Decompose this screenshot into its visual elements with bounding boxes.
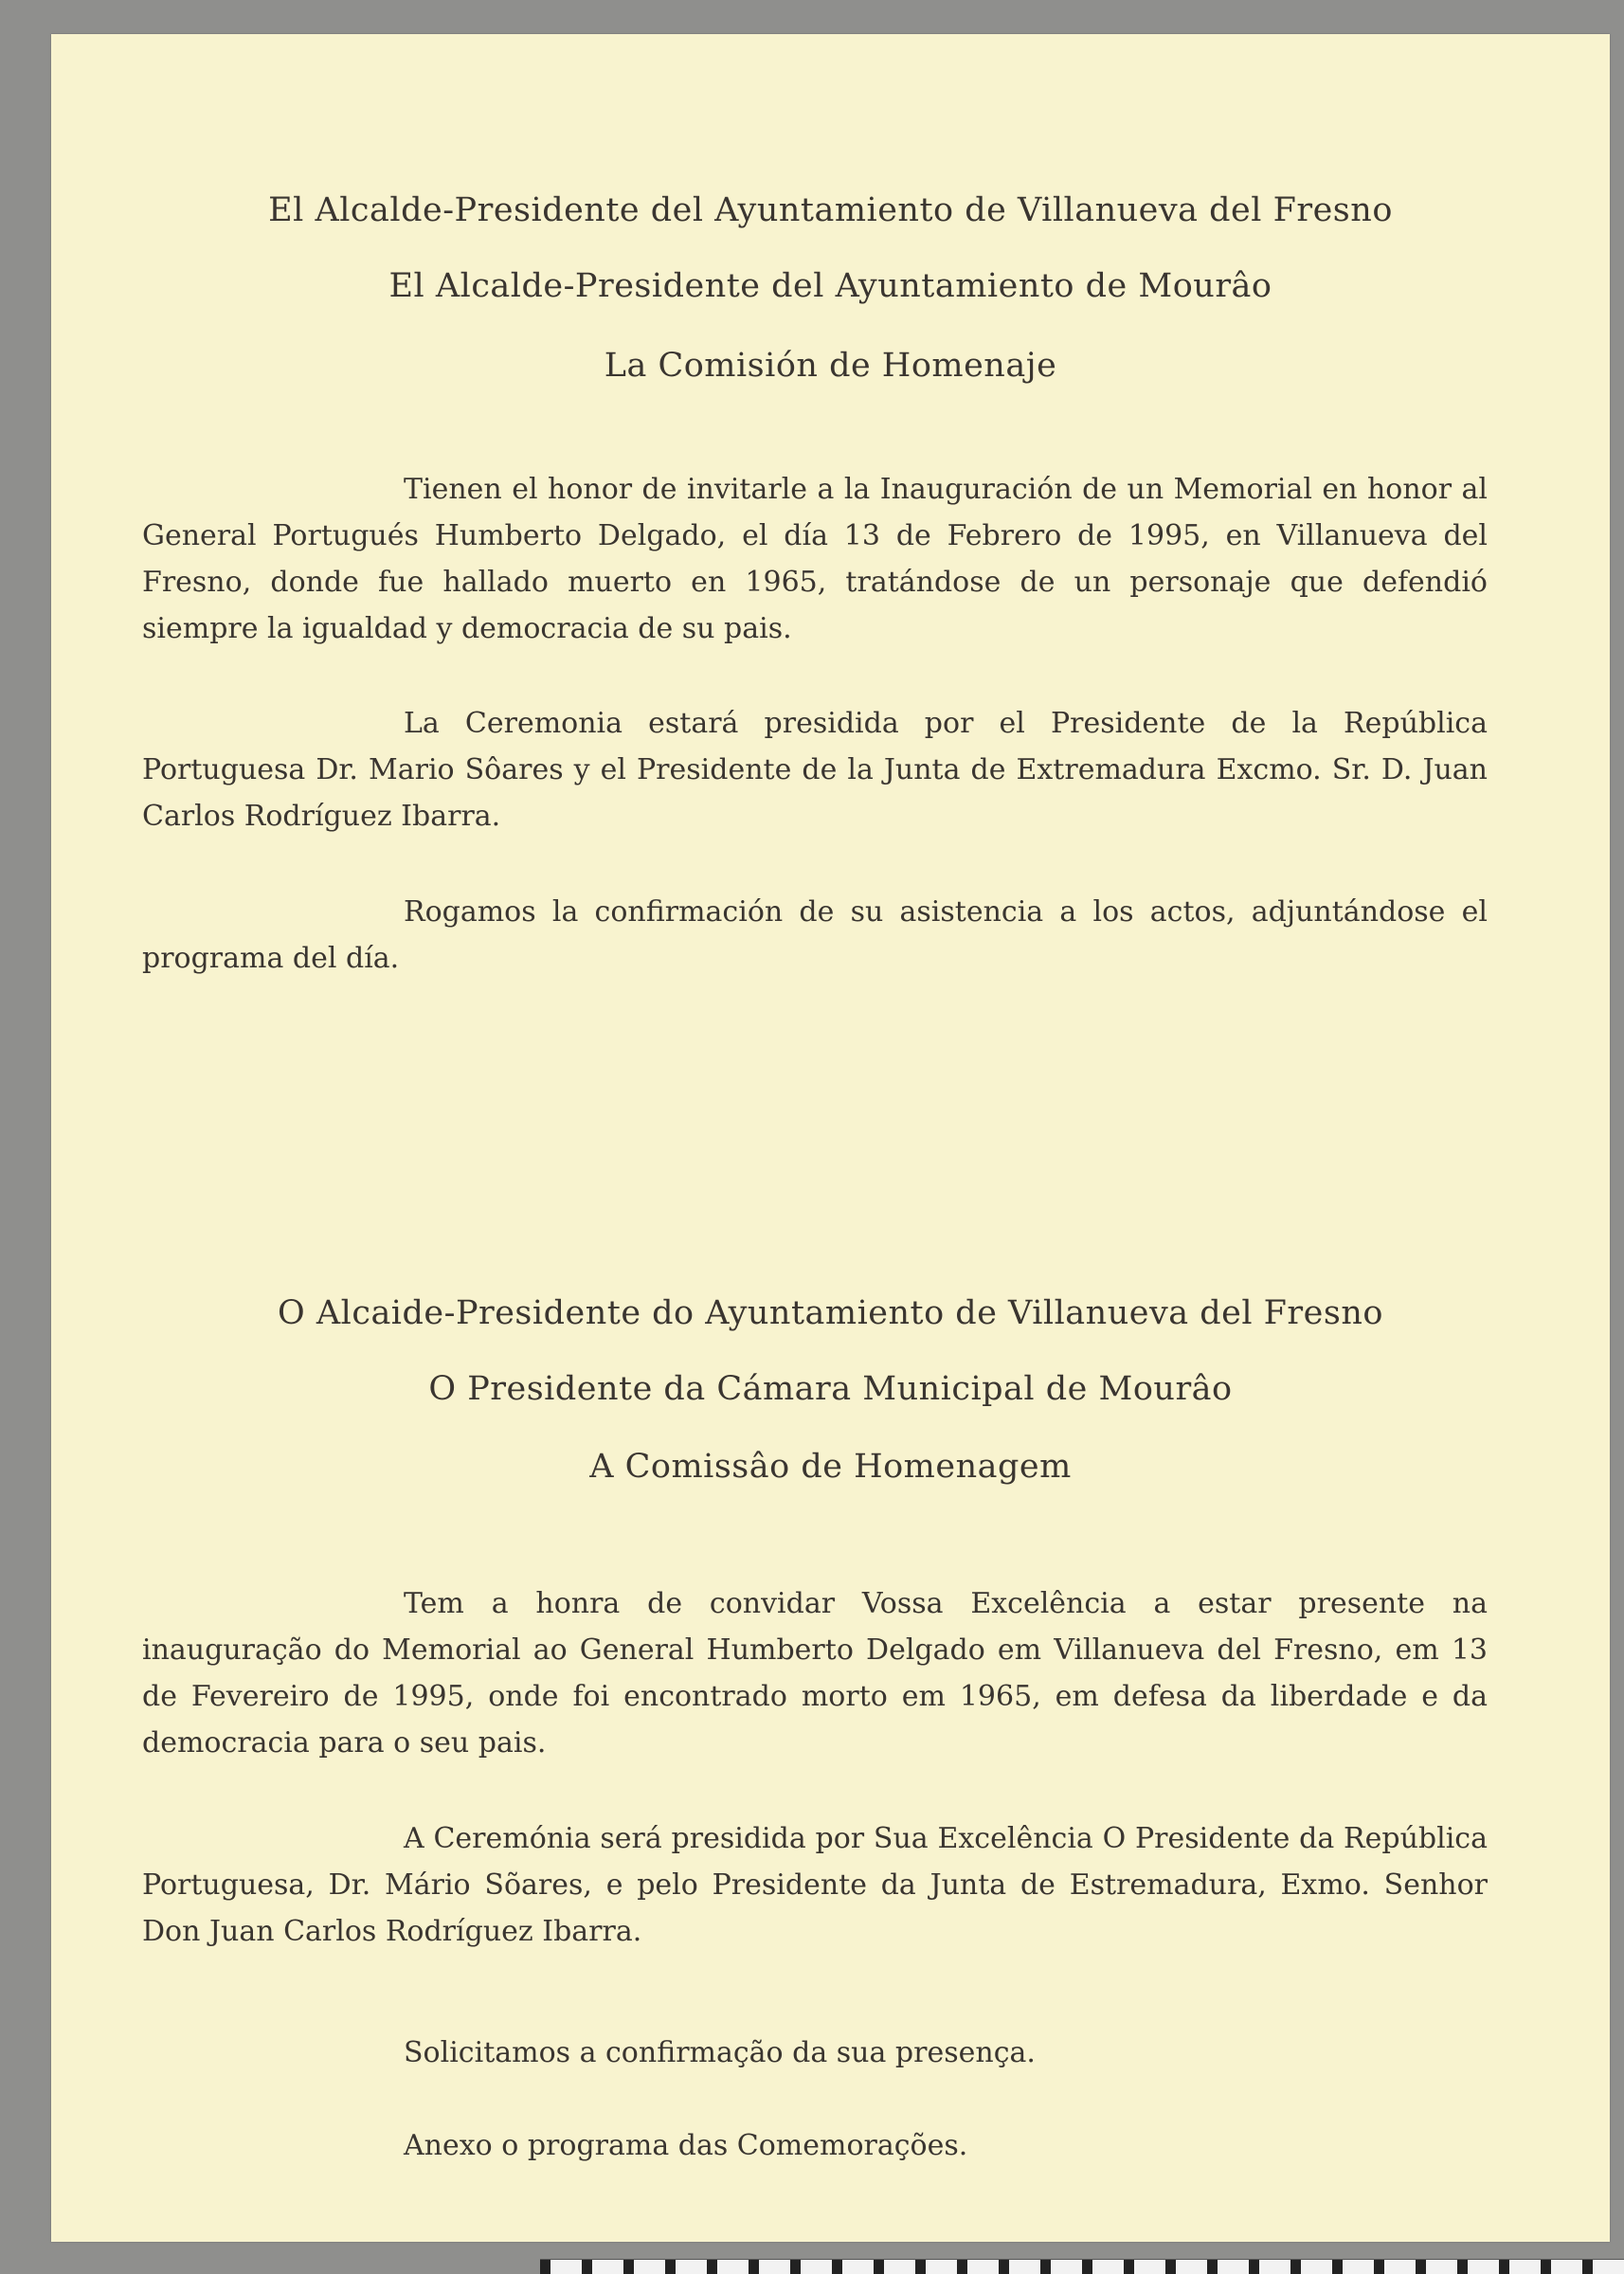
es-paragraph-invitation-text: Tienen el honor de invitarle a la Inauguración de un Memorial en honor al General Portugués Humberto Delgado, el día 13 de Febrero de 1995, en Villanueva del Fresno, donde fue hallado muerto en 1965, tratándose de un personaje que defendió siempre la igualdad y democracia de su pais. <box>142 473 1488 645</box>
es-heading-mayor-villanueva: El Alcalde-Presidente del Ayuntamiento de Villanueva del Fresno <box>268 191 1393 229</box>
ruler-segment <box>707 2260 717 2274</box>
ruler-segment <box>915 2260 926 2274</box>
pt-paragraph-ceremony-text: A Ceremónia será presidida por Sua Excelência O Presidente da República Portuguesa, Dr. Mário Sõares, e pelo Presidente da Junta de Estremadura, Exmo. Senhor Don Juan Carlos Rodríguez Ibarra. <box>142 1822 1488 1948</box>
ruler-segment <box>832 2260 842 2274</box>
es-paragraph-ceremony-text: La Ceremonia estará presidida por el Presidente de la República Portuguesa Dr. Mario Sôares y el Presidente de la Junta de Extremadura Excmo. Sr. D. Juan Carlos Rodríguez Ibarra. <box>142 707 1488 833</box>
ruler-segment <box>623 2260 634 2274</box>
ruler-segment <box>1040 2260 1051 2274</box>
ruler-segment <box>957 2260 967 2274</box>
pt-paragraph-rsvp-text: Solicitamos a confirmação da sua presença. <box>404 2036 1036 2069</box>
invitation-sheet <box>51 34 1610 2242</box>
ruler-segment <box>1416 2260 1426 2274</box>
ruler-segment <box>540 2260 550 2274</box>
pt-heading-mayor-villanueva: O Alcaide-Presidente do Ayuntamiento de Villanueva del Fresno <box>278 1294 1383 1332</box>
ruler-segment <box>1249 2260 1259 2274</box>
pt-paragraph-annex <box>142 2122 1488 2169</box>
ruler-segment <box>1457 2260 1468 2274</box>
scan-scale-ruler <box>540 2259 1624 2274</box>
es-paragraph-invitation <box>142 466 1488 652</box>
pt-heading-commission: A Comissâo de Homenagem <box>589 1448 1072 1486</box>
es-heading-commission: La Comisión de Homenaje <box>604 347 1057 385</box>
ruler-segment <box>1541 2260 1551 2274</box>
ruler-segment <box>999 2260 1009 2274</box>
ruler-segment <box>1082 2260 1092 2274</box>
pt-paragraph-annex-text: Anexo o programa das Comemorações. <box>404 2129 968 2162</box>
es-paragraph-rsvp <box>142 889 1488 982</box>
ruler-segment <box>874 2260 884 2274</box>
ruler-segment <box>1165 2260 1176 2274</box>
pt-paragraph-invitation-text: Tem a honra de convidar Vossa Excelência a estar presente na inauguração do Memorial ao General Humberto Delgado em Villanueva del Fresno, em 13 de Fevereiro de 1995, onde foi encontrado morto em 1965, em defesa da liberdade e da democracia para o seu pais. <box>142 1587 1488 1760</box>
pt-paragraph-invitation <box>142 1580 1488 1766</box>
ruler-segment <box>1207 2260 1218 2274</box>
ruler-segment <box>790 2260 801 2274</box>
ruler-segment <box>1582 2260 1593 2274</box>
ruler-segment <box>665 2260 676 2274</box>
ruler-segment <box>1124 2260 1134 2274</box>
ruler-segment <box>1332 2260 1343 2274</box>
pt-paragraph-ceremony <box>142 1815 1488 1955</box>
es-paragraph-rsvp-text: Rogamos la confirmación de su asistencia a los actos, adjuntándose el programa del día. <box>142 895 1488 975</box>
ruler-segment <box>1499 2260 1509 2274</box>
ruler-segment <box>1290 2260 1301 2274</box>
ruler-segment <box>749 2260 759 2274</box>
pt-heading-president-mourao: O Presidente da Cámara Municipal de Mourâo <box>428 1370 1233 1408</box>
es-paragraph-ceremony <box>142 700 1488 839</box>
ruler-segment <box>582 2260 592 2274</box>
es-heading-mayor-mourao: El Alcalde-Presidente del Ayuntamiento de Mourâo <box>388 267 1272 305</box>
ruler-segment <box>1374 2260 1384 2274</box>
pt-paragraph-rsvp <box>142 2030 1488 2076</box>
